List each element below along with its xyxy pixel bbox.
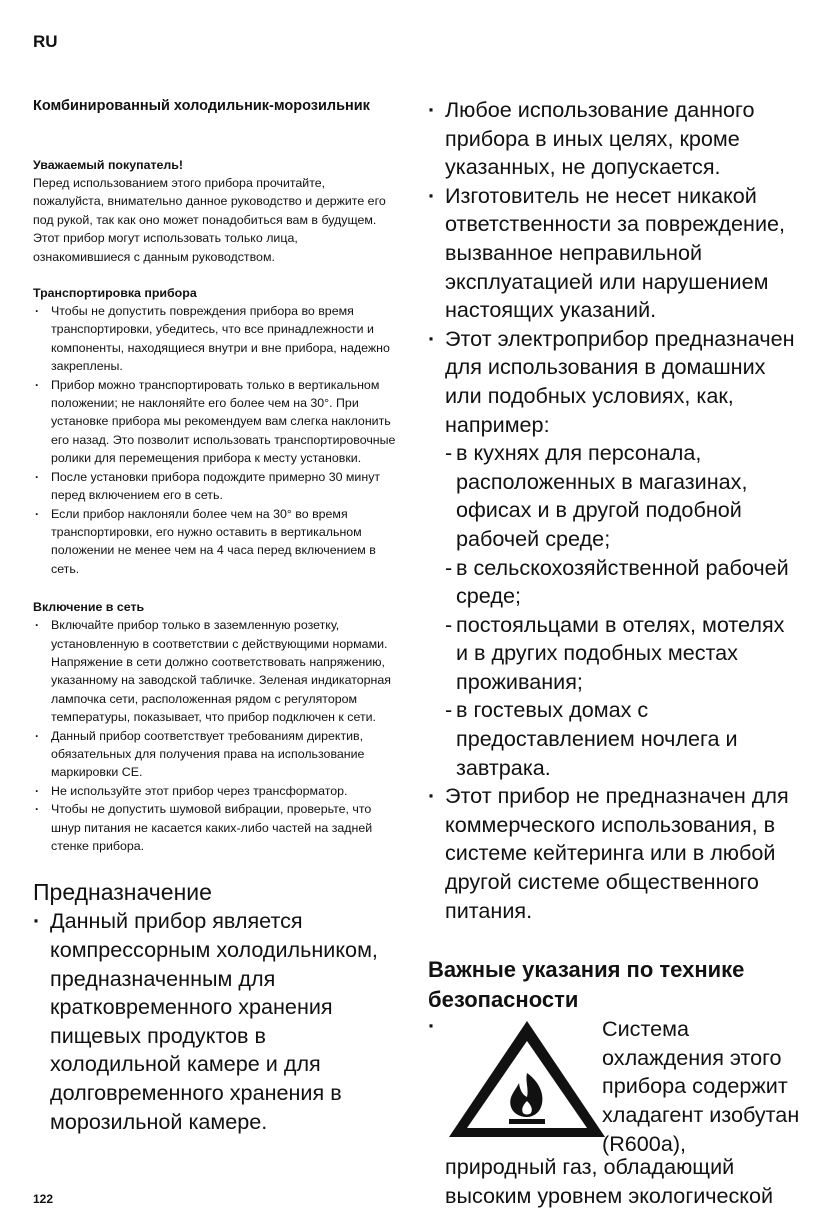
sub-list-item: - в кухнях для персонала, расположенных в магазинах, офисах и в другой подобной рабочей среде; [445, 439, 798, 553]
greeting-heading: Уважаемый покупатель! [33, 158, 184, 172]
transport-list [33, 302, 398, 578]
list-item: · Включайте прибор только в заземленную розетку, установленную в соответствии с действующими нормами. Напряжение в сети должно соответствовать напряжению, указанному на заводской табличке. Зеленая индикаторная лампочка сети, расположенная рядом с регулятором температуры, показывает, что прибор подключен к сети. [33, 616, 398, 726]
list-item: · Не используйте этот прибор через трансформатор. [33, 782, 398, 800]
list-item [428, 325, 798, 783]
list-item: · Данный прибор является компрессорным холодильником, предназначенным для кратковременного хранения пищевых продуктов в холодильной камере и для долговременного хранения в морозильной камере. [33, 907, 398, 1136]
purpose-list [33, 907, 398, 1136]
power-heading: Включение в сеть [33, 600, 145, 615]
bullet: · [428, 1013, 436, 1039]
list-item: · Любое использование данного прибора в иных целях, кроме указанных, не допускается. [428, 96, 798, 182]
document-title: Комбинированный холодильник-морозильник [33, 98, 370, 114]
greeting-text: Перед использованием этого прибора прочитайте, пожалуйста, внимательно данное руководство и держите его под рукой, так как оно может понадобиться вам в будущем. Этот прибор могут использовать только лица, ознакомившиеся с данным руководством. [33, 176, 386, 264]
flammable-warning-icon [445, 1017, 609, 1141]
list-item: · Изготовитель не несет никакой ответственности за повреждение, вызванное неправильной эксплуатацией или нарушением настоящих указаний. [428, 182, 798, 325]
list-item: · Чтобы не допустить повреждения прибора во время транспортировки, убедитесь, что все принадлежности и компоненты, находящиеся внутри и вне прибора, надежно закреплены. [33, 302, 398, 376]
right-column [428, 96, 798, 1210]
list-item: · Чтобы не допустить шумовой вибрации, проверьте, что шнур питания не касается каких-либо частей на задней стенке прибора. [33, 800, 398, 855]
list-item: · После установки прибора подождите примерно 30 минут перед включением его в сеть. [33, 468, 398, 505]
transport-heading: Транспортировка прибора [33, 286, 197, 301]
usage-list [428, 96, 798, 925]
safety-heading: Важные указания по технике безопасности [428, 957, 745, 1013]
sub-list-item: - постояльцами в отелях, мотелях и в других подобных местах проживания; [445, 611, 798, 697]
left-column [33, 96, 398, 1136]
page-number: 122 [33, 1192, 54, 1206]
usage-sublist [445, 439, 798, 782]
list-item: · Этот прибор не предназначен для коммерческого использования, в системе кейтеринга или в любой другой системе общественного питания. [428, 782, 798, 925]
list-item: · Прибор можно транспортировать только в вертикальном положении; не наклоняйте его более чем на 30°. При установке прибора мы рекомендуем вам слегка наклонить его назад. Это позволит использовать транспортировочные ролики для перемещения прибора к месту установки. [33, 376, 398, 468]
purpose-heading: Предназначение [33, 879, 212, 906]
list-item: · Если прибор наклоняли более чем на 30° во время транспортировки, его нужно оставить в вертикальном положении не менее чем на 4 часа перед включением в сеть. [33, 505, 398, 579]
power-list [33, 616, 398, 855]
flammable-warning [428, 1013, 800, 1156]
language-code: RU [33, 32, 58, 51]
list-item: · Данный прибор соответствует требованиям директив, обязательных для получения права на использование маркировки CE. [33, 727, 398, 782]
sub-list-item: - в сельскохозяйственной рабочей среде; [445, 554, 798, 611]
warning-continuation: природный газ, обладающий высоким уровнем экологической [445, 1154, 774, 1208]
warning-text: Система охлаждения этого прибора содержит хладагент изобутан (R600a), [602, 1016, 800, 1156]
list-item-text: Этот электроприбор предназначен для использования в домашних или подобных условиях, как, например: [445, 325, 795, 437]
sub-list-item: - в гостевых домах с предоставлением ночлега и завтрака. [445, 696, 798, 782]
